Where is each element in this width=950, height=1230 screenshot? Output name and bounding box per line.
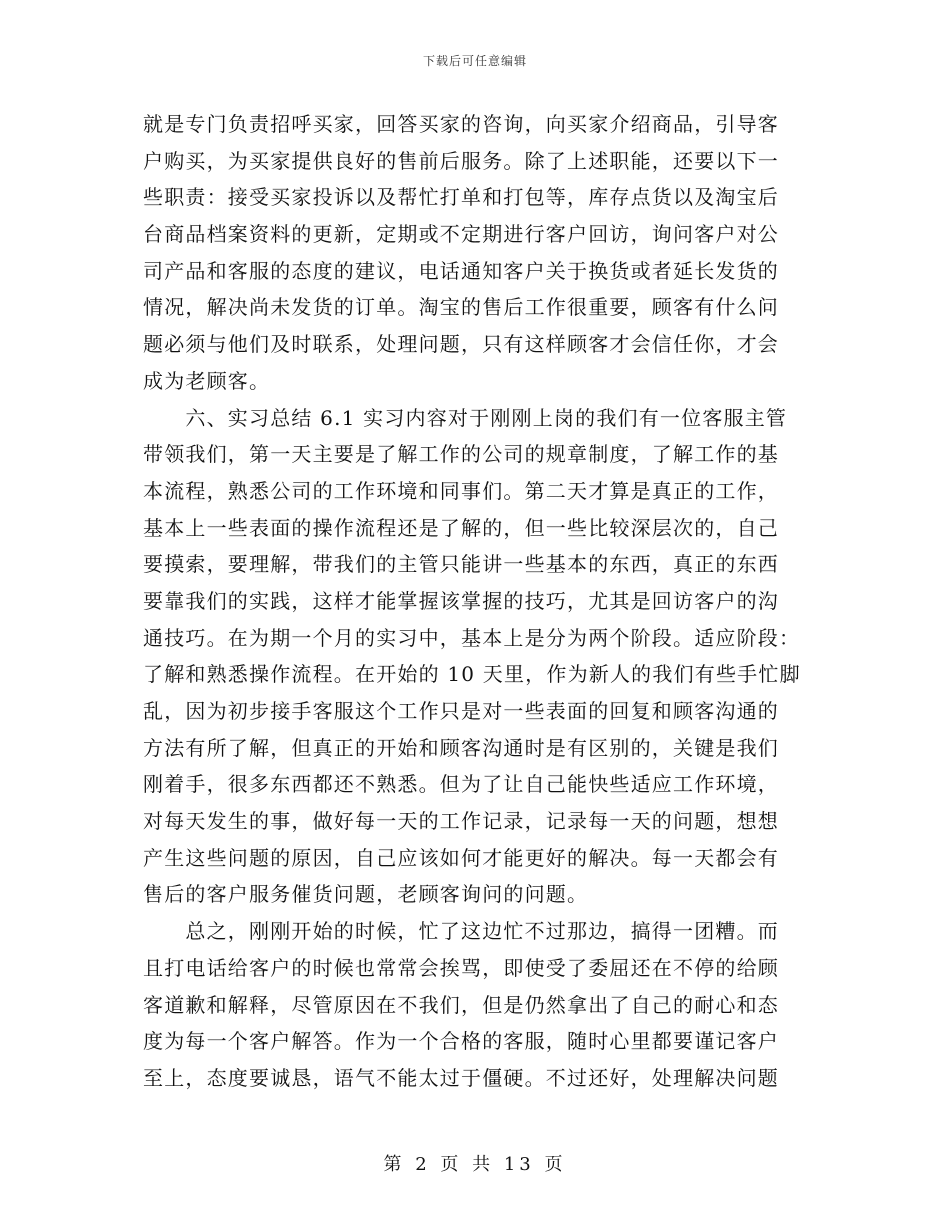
- text-line: 客道歉和解释，尽管原因在不我们，但是仍然拿出了自己的耐心和态: [143, 992, 779, 1017]
- text-line: 度为每一个客户解答。作为一个合格的客服，随时心里都要谨记客户: [143, 1029, 779, 1054]
- text-line: 总之，刚刚开始的时候，忙了这边忙不过那边，搞得一团糟。而: [143, 919, 779, 944]
- text-line: 方法有所了解，但真正的开始和顾客沟通时是有区别的，关键是我们: [143, 735, 779, 760]
- text-line: 成为老顾客。: [143, 368, 271, 393]
- page-number-footer: 第 2 页 共 13 页: [383, 1154, 567, 1175]
- text-line: 基本上一些表面的操作流程还是了解的，但一些比较深层次的，自己: [143, 515, 779, 540]
- text-line: 售后的客户服务催货问题，老顾客询问的问题。: [143, 882, 589, 907]
- text-line: 就是专门负责招呼买家，回答买家的咨询，向买家介绍商品，引导客: [143, 112, 779, 136]
- text-line: 刚着手，很多东西都还不熟悉。但为了让自己能快些适应工作环境，: [143, 772, 779, 797]
- text-line: 情况，解决尚未发货的订单。淘宝的售后工作很重要，顾客有什么问: [143, 295, 779, 320]
- text-line: 本流程，熟悉公司的工作环境和同事们。第二天才算是真正的工作，: [143, 478, 779, 503]
- text-line: 且打电话给客户的时候也常常会挨骂，即使受了委屈还在不停的给顾: [143, 955, 779, 980]
- text-line: 了解和熟悉操作流程。在开始的 10 天里，作为新人的我们有些手忙脚: [143, 662, 801, 687]
- text-line: 带领我们，第一天主要是了解工作的公司的规章制度，了解工作的基: [143, 442, 779, 467]
- page-header-note: 下载后可任意编辑: [422, 54, 527, 68]
- document-body: [143, 106, 809, 1097]
- text-line: 些职责：接受买家投诉以及帮忙打单和打包等，库存点货以及淘宝后: [143, 185, 779, 210]
- text-line: 要摸索，要理解，带我们的主管只能讲一些基本的东西，真正的东西: [143, 552, 779, 577]
- text-line: 台商品档案资料的更新，定期或不定期进行客户回访，询问客户对公: [143, 222, 779, 247]
- text-line: 题必须与他们及时联系，处理问题，只有这样顾客才会信任你，才会: [143, 332, 779, 357]
- text-line: 户购买，为买家提供良好的售前后服务。除了上述职能，还要以下一: [143, 148, 779, 173]
- text-line: 乱，因为初步接手客服这个工作只是对一些表面的回复和顾客沟通的: [143, 699, 779, 723]
- text-line: 通技巧。在为期一个月的实习中，基本上是分为两个阶段。适应阶段：: [143, 625, 801, 650]
- text-line: 对每天发生的事，做好每一天的工作记录，记录每一天的问题，想想: [143, 809, 779, 834]
- text-line: 六、实习总结 6.1 实习内容对于刚刚上岗的我们有一位客服主管: [143, 405, 788, 430]
- text-line: 司产品和客服的态度的建议，电话通知客户关于换货或者延长发货的: [143, 258, 779, 283]
- text-line: 至上，态度要诚恳，语气不能太过于僵硬。不过还好，处理解决问题: [143, 1065, 779, 1090]
- text-line: 产生这些问题的原因，自己应该如何才能更好的解决。每一天都会有: [143, 845, 779, 870]
- text-line: 要靠我们的实践，这样才能掌握该掌握的技巧，尤其是回访客户的沟: [143, 588, 779, 613]
